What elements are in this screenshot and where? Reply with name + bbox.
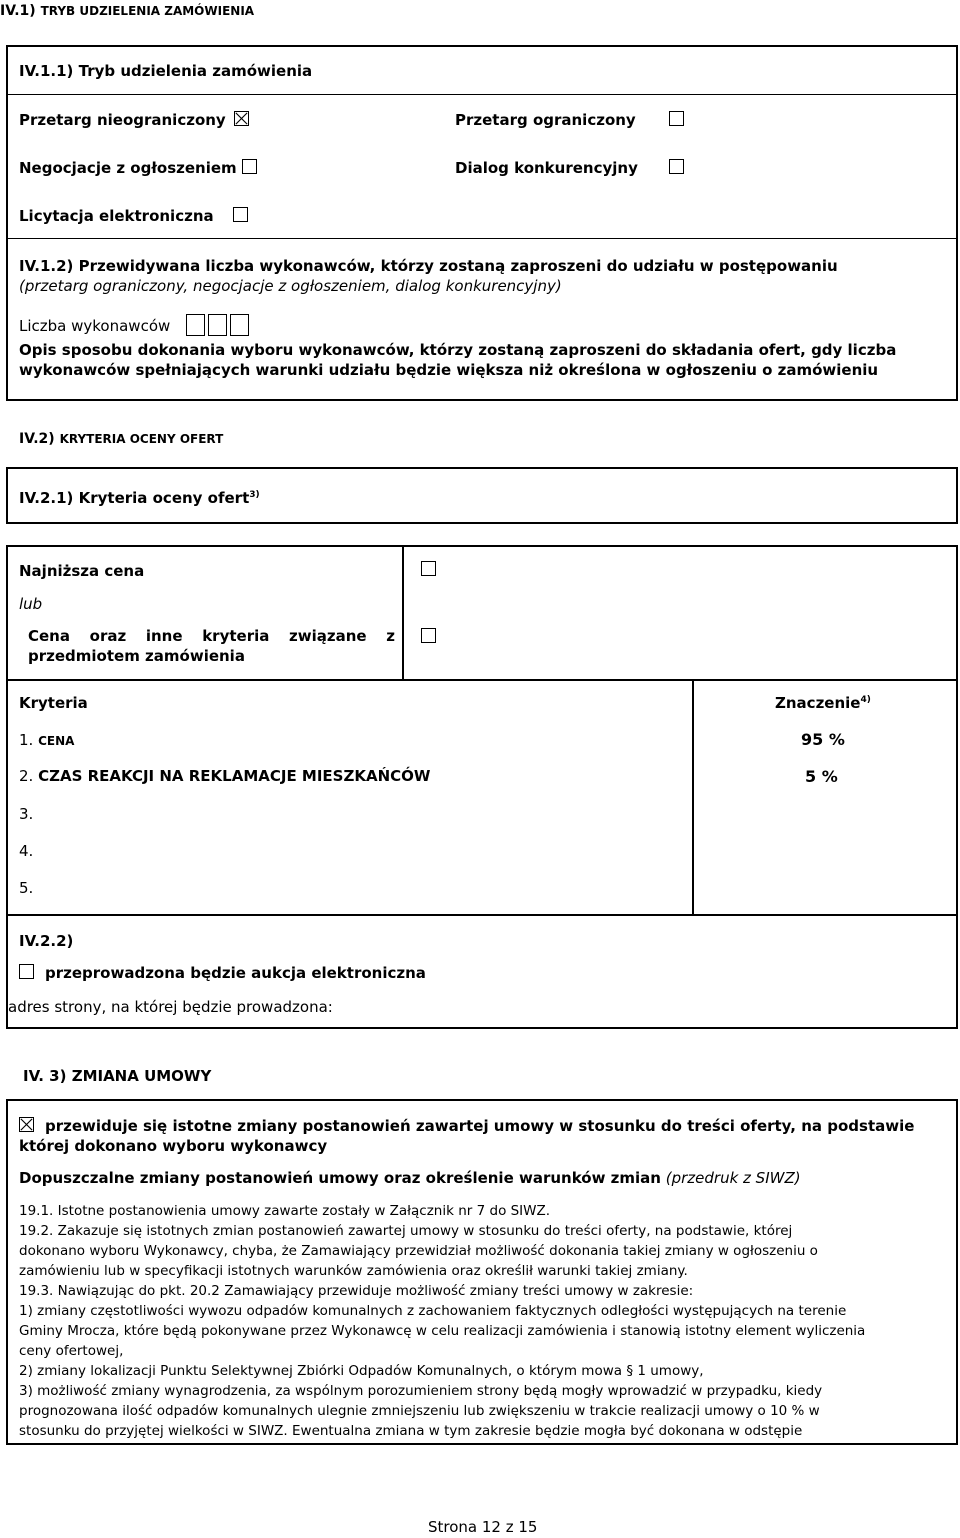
word: kryteria [202,627,270,645]
checked-x-icon [235,112,248,125]
body-line: Gminy Mrocza, które będą pokonywane przez Wykonawcę w celu realizacji zamówienia i stanowią istotny element wyliczenia [19,1323,866,1339]
checkbox-negocjacje[interactable] [242,159,257,174]
word: z [386,627,395,645]
mode-label-dialog: Dialog konkurencyjny [455,159,638,177]
section-iv3-heading: IV. 3) ZMIANA UMOWY [23,1067,212,1085]
criteria-frame [6,545,958,1029]
subsection-iv21-title [19,489,260,507]
digit-box-1[interactable] [186,314,205,336]
section-title: KRYTERIA OCENY OFERT [59,432,224,446]
checkbox-dialog[interactable] [669,159,684,174]
aukcja-label: przeprowadzona będzie aukcja elektroniczna [45,964,426,982]
lub-label: lub [19,595,43,613]
word: związane [289,627,367,645]
criterion-weight-1: 95 % [801,730,845,749]
checkbox-aukcja[interactable] [19,964,34,979]
przewiduje-line-2: której dokonano wyboru wykonawcy [19,1137,328,1155]
subsection-iv22-title: IV.2.2) [19,932,74,950]
criteria-vline-top [402,545,404,680]
body-line: 2) zmiany lokalizacji Punktu Selektywnej Zbiórki Odpadów Komunalnych, o którym mowa § 1 umowy, [19,1363,704,1379]
subsection-iv11-title: IV.1.1) Tryb udzielenia zamówienia [19,62,313,80]
section-iv1-heading [0,3,254,19]
word: oraz [89,627,127,645]
subsection-iv21-text: IV.2.1) Kryteria oceny ofert [19,489,250,507]
mode-label-licytacja: Licytacja elektroniczna [19,207,214,225]
body-line: stosunku do przyjętej wielkości w SIWZ. Ewentualna zmiana w tym zakresie będzie mogła być dokonana w odstępie [19,1423,803,1439]
criteria-vline-mid [692,679,694,915]
checkbox-przewiduje[interactable] [19,1117,34,1132]
section-iv2-heading [19,431,223,447]
criterion-weight-2: 5 % [805,767,838,786]
body-line: zamówieniu lub w specyfikacji istotnych warunków zamówienia oraz określił warunki takiej zmiany. [19,1263,688,1279]
checkbox-licytacja[interactable] [233,207,248,222]
criterion-name: CZAS REAKCJI NA REKLAMACJE MIESZKAŃCÓW [38,767,431,785]
body-line: prognozowana ilość odpadów komunalnych ulegnie zmniejszeniu lub zwiększeniu w trakcie realizacji umowy o 10 % w [19,1403,820,1419]
divider [6,238,958,239]
section-title: TRYB UDZIELENIA ZAMÓWIENIA [40,4,255,18]
criterion-name: CENA [38,734,75,748]
digit-box-3[interactable] [230,314,249,336]
word: Cena [28,627,70,645]
footnote-ref: 3) [249,490,260,500]
checked-x-icon [20,1118,33,1131]
checkbox-przetarg-nieograniczony[interactable] [234,111,249,126]
body-line: 19.1. Istotne postanowienia umowy zawarte zostały w Załącznik nr 7 do SIWZ. [19,1203,551,1219]
mode-label-przetarg-ograniczony: Przetarg ograniczony [455,111,636,129]
section-number: IV.2) [19,431,55,447]
adres-strony-label: adres strony, na której będzie prowadzona: [8,998,333,1016]
body-line: ceny ofertowej, [19,1343,124,1359]
criteria-hline [6,679,958,681]
dopuszczalne-italic: (przedruk z SIWZ) [665,1169,801,1187]
dopuszczalne-heading [19,1169,801,1187]
criterion-num: 1. [19,731,34,749]
body-line: dokonano wyboru Wykonawcy, chyba, że Zamawiający przewidział możliwość dokonania takiej zmiany w ogłoszeniu o [19,1243,818,1259]
opis-line-2: wykonawców spełniających warunki udziału będzie większa niż określona w ogłoszeniu o zamówieniu [19,361,879,379]
criterion-row-5: 5. [19,879,34,897]
mode-label-negocjacje: Negocjacje z ogłoszeniem [19,159,237,177]
znaczenie-text: Znaczenie [775,694,861,712]
divider [6,94,958,95]
kryteria-header: Kryteria [19,694,88,712]
body-line: 19.3. Nawiązując do pkt. 20.2 Zamawiający przewiduje możliwość zmiany treści umowy w zakresie: [19,1283,694,1299]
criterion-row-4: 4. [19,842,34,860]
mode-label-przetarg-nieograniczony: Przetarg nieograniczony [19,111,226,129]
word: inne [145,627,183,645]
liczba-wykonawcow-label: Liczba wykonawców [19,317,171,335]
body-line: 3) możliwość zmiany wynagrodzenia, za wspólnym porozumieniem strony będą mogły wprowadzić w przypadku, kiedy [19,1383,823,1399]
cena-oraz-line-2: przedmiotem zamówienia [28,647,245,665]
frame-notch [163,545,165,547]
opis-line-1: Opis sposobu dokonania wyboru wykonawców, którzy zostaną zaproszeni do składania ofert, gdy liczba [19,341,897,359]
footnote-ref: 4) [860,695,871,705]
body-line: 1) zmiany częstotliwości wywozu odpadów komunalnych z zachowaniem faktycznych odległości występujących na terenie [19,1303,847,1319]
checkbox-cena-oraz-inne[interactable] [421,628,436,643]
przewiduje-line-1: przewiduje się istotne zmiany postanowień zawartej umowy w stosunku do treści oferty, na podstawie [45,1117,915,1135]
najnizsza-cena-label: Najniższa cena [19,562,145,580]
criterion-num: 2. [19,767,34,785]
criterion-row-3: 3. [19,805,34,823]
body-line: 19.2. Zakazuje się istotnych zmian postanowień zawartej umowy w stosunku do treści oferty, na podstawie, której [19,1223,793,1239]
criteria-hline-bottom [6,914,958,916]
checkbox-przetarg-ograniczony[interactable] [669,111,684,126]
criterion-row-1 [19,731,74,749]
znaczenie-header [775,694,871,712]
cena-oraz-line-1 [28,627,395,645]
dopuszczalne-bold: Dopuszczalne zmiany postanowień umowy oraz określenie warunków zmian [19,1169,661,1187]
digit-box-2[interactable] [208,314,227,336]
subsection-iv12-title: IV.1.2) Przewidywana liczba wykonawców, którzy zostaną zaproszeni do udziału w postępowaniu [19,257,838,275]
page-number: Strona 12 z 15 [428,1518,538,1536]
checkbox-najnizsza-cena[interactable] [421,561,436,576]
section-number: IV.1) [0,3,36,19]
subsection-iv12-note: (przetarg ograniczony, negocjacje z ogłoszeniem, dialog konkurencyjny) [19,277,562,295]
criterion-row-2 [19,767,430,785]
